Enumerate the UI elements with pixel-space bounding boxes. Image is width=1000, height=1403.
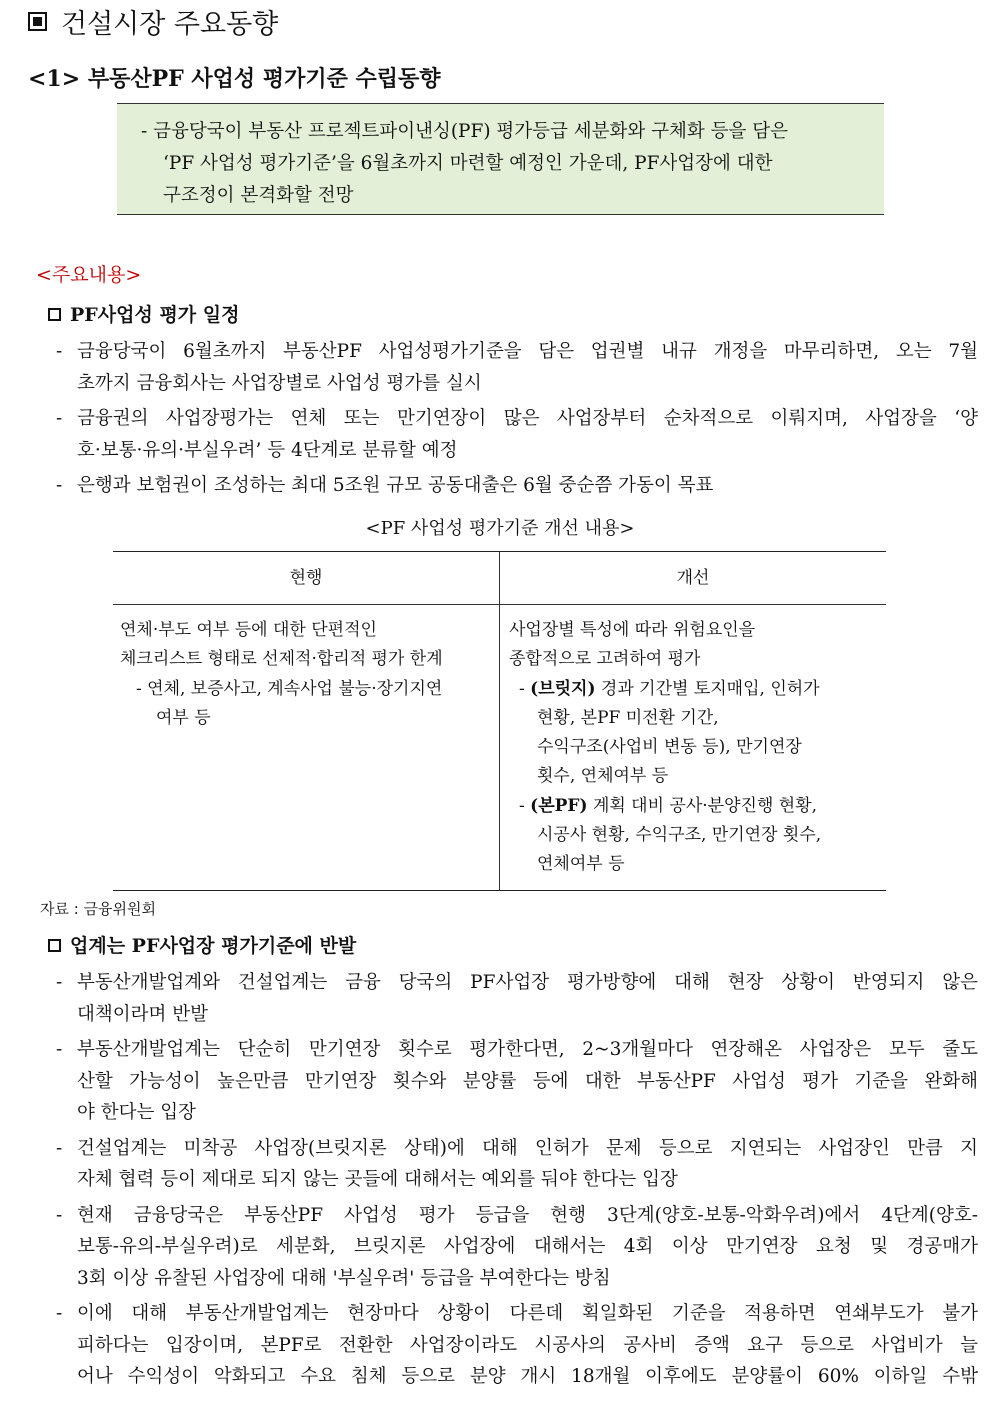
bullet-line: 자체 협력 등이 제대로 되지 않는 곳들에 대해서는 예외를 둬야 한다는 입장: [77, 1169, 678, 1190]
bullet-line: 건설업계는 미착공 사업장(브릿지론 상태)에 대해 인허가 문제 등으로 지연되는 사업장인 만큼 지: [77, 1137, 978, 1159]
cell-line: - (브릿지) 경과 기간별 토지매입, 인허가: [519, 678, 820, 699]
list-item: - 부동산개발업계와 건설업계는 금융 당국의 PF사업장 평가방향에 대해 현장 상황이 반영되지 않은 대책이라며 반발: [56, 967, 978, 1030]
subsection-title: PF사업성 평가 일정: [70, 304, 240, 326]
list-item: - 이에 대해 부동산개발업계는 현장마다 상황이 다른데 획일화된 기준을 적용하면 연쇄부도가 불가 피하다는 입장이며, 본PF로 전환한 사업장이라도 시공사의 공사비 증액 요구 등으로 사업비가 늘 어나 수익성이 악화되고 수요 침체 등으로 분양 개시 18개월 이후에도 분양률이 60% 이하일 수밖: [56, 1298, 978, 1393]
bullet-line: 산할 가능성이 높은만큼 만기연장 횟수와 분양률 등에 대한 부동산PF 사업성 평가 기준을 완화해: [77, 1070, 978, 1092]
bullet-line: 은행과 보험권이 조성하는 최대 5조원 규모 공동대출은 6월 중순쯤 가동이 목표: [77, 475, 714, 496]
bullet-list: [56, 336, 978, 506]
comparison-table: [113, 551, 886, 891]
summary-line: 구조정이 본격화할 전망: [163, 185, 354, 206]
bullet-line: 초까지 금융회사는 사업장별로 사업성 평가를 실시: [77, 372, 482, 394]
subsection-title: 업계는 PF사업장 평가기준에 반발: [70, 935, 357, 957]
list-item: - 은행과 보험권이 조성하는 최대 5조원 규모 공동대출은 6월 중순쯤 가동이 목표: [56, 470, 978, 502]
bullet-line: 금융권의 사업장평가는 연체 또는 만기연장이 많은 사업장부터 순차적으로 이뤄지며, 사업장을 ‘양: [77, 408, 978, 429]
cell-line: - 연체, 보증사고, 계속사업 불능·장기지연: [136, 678, 443, 699]
cell-text: 계획 대비 공사·분양진행 현황,: [592, 795, 818, 816]
bullet-line: 대책이라며 반발: [77, 1003, 208, 1025]
cell-line: 종합적으로 고려하여 평가: [509, 649, 701, 670]
cell-line: 체크리스트 형태로 선제적·합리적 평가 한계: [120, 649, 443, 670]
table-cell-current: [120, 616, 496, 733]
bridge-tag: (브릿지): [530, 678, 596, 699]
filled-square-icon: [28, 12, 47, 31]
checkbox-square-icon: [48, 939, 61, 952]
summary-box: [117, 103, 884, 215]
summary-line: - 금융당국이 부동산 프로젝트파이낸싱(PF) 평가등급 세분화와 구체화 등을 담은: [141, 121, 789, 142]
checkbox-square-icon: [48, 308, 61, 321]
table-header-improved: 개선: [676, 568, 710, 588]
table-cell-improved: [509, 616, 881, 880]
table-header-current: 현행: [289, 568, 323, 588]
bullet-list: [56, 967, 978, 1397]
bullet-line: 피하다는 입장이며, 본PF로 전환한 사업장이라도 시공사의 공사비 증액 요구 등으로 사업비가 늘: [77, 1334, 978, 1356]
list-item: - 금융권의 사업장평가는 연체 또는 만기연장이 많은 사업장부터 순차적으로 이뤄지며, 사업장을 ‘양 호·보통·유의·부실우려’ 등 4단계로 분류할 예정: [56, 403, 978, 466]
list-item: - 현재 금융당국은 부동산PF 사업성 평가 등급을 현행 3단계(양호-보통-악화우려)에서 4단계(양호- 보통-유의-부실우려)로 세분화, 브릿지론 사업장에 대해서는 4회 이상 만기연장 요청 및 경공매가 3회 이상 유찰된 사업장에 대해 '부실우려' 등급을 부여한다는 방침: [56, 1200, 978, 1295]
list-item: - 금융당국이 6월초까지 부동산PF 사업성평가기준을 담은 업권별 내규 개정을 마무리하면, 오는 7월 초까지 금융회사는 사업장별로 사업성 평가를 실시: [56, 336, 978, 399]
bullet-line: 어나 수익성이 악화되고 수요 침체 등으로 분양 개시 18개월 이후에도 분양률이 60% 이하일 수밖: [77, 1366, 978, 1387]
main-pf-tag: (본PF): [530, 795, 588, 816]
bullet-line: 부동산개발업계는 단순히 만기연장 횟수로 평가한다면, 2~3개월마다 연장해온 사업장은 모두 줄도: [77, 1039, 978, 1060]
table-caption: <PF 사업성 평가기준 개선 내용>: [365, 518, 635, 539]
list-item: - 건설업계는 미착공 사업장(브릿지론 상태)에 대해 인허가 문제 등으로 지연되는 사업장인 만큼 지 자체 협력 등이 제대로 되지 않는 곳들에 대해서는 예외를 둬야 한다는 입장: [56, 1133, 978, 1196]
cell-line: 연체여부 등: [537, 854, 625, 875]
cell-line: 시공사 현황, 수익구조, 만기연장 횟수,: [537, 825, 822, 846]
cell-line: 수익구조(사업비 변동 등), 만기연장: [537, 737, 802, 758]
bullet-line: 호·보통·유의·부실우려’ 등 4단계로 분류할 예정: [77, 439, 458, 461]
cell-line: 여부 등: [156, 707, 211, 728]
cell-line: - (본PF) 계획 대비 공사·분양진행 현황,: [519, 795, 818, 816]
list-item: - 부동산개발업계는 단순히 만기연장 횟수로 평가한다면, 2~3개월마다 연장해온 사업장은 모두 줄도 산할 가능성이 높은만큼 만기연장 횟수와 분양률 등에 대한 부동산PF 사업성 평가 기준을 완화해 야 한다는 입장: [56, 1034, 978, 1129]
source-note: 자료 : 금융위원회: [40, 900, 157, 918]
cell-line: 사업장별 특성에 따라 위험요인을: [509, 620, 756, 640]
section-title: <1> 부동산PF 사업성 평가기준 수립동향: [28, 66, 441, 92]
summary-line: ‘PF 사업성 평가기준’을 6월초까지 마련할 예정인 가운데, PF사업장에 대한: [163, 153, 773, 174]
key-content-label: <주요내용>: [36, 264, 142, 286]
bullet-line: 이에 대해 부동산개발업계는 현장마다 상황이 다른데 획일화된 기준을 적용하면 연쇄부도가 불가: [77, 1303, 978, 1324]
cell-line: 연체·부도 여부 등에 대한 단편적인: [120, 620, 377, 640]
subsection-heading: [48, 300, 239, 327]
subsection-heading: [48, 931, 356, 958]
page-title: [28, 2, 278, 41]
bullet-line: 3회 이상 유찰된 사업장에 대해 '부실우려' 등급을 부여한다는 방침: [77, 1267, 611, 1289]
bullet-line: 야 한다는 입장: [77, 1102, 196, 1123]
cell-line: 현황, 본PF 미전환 기간,: [537, 707, 719, 728]
bullet-line: 보통-유의-부실우려)로 세분화, 브릿지론 사업장에 대해서는 4회 이상 만기연장 요청 및 경공매가: [77, 1236, 978, 1257]
page-title-text: 건설시장 주요동향: [61, 9, 279, 40]
cell-line: 횟수, 연체여부 등: [537, 766, 669, 787]
bullet-line: 금융당국이 6월초까지 부동산PF 사업성평가기준을 담은 업권별 내규 개정을 마무리하면, 오는 7월: [77, 341, 978, 362]
cell-text: 경과 기간별 토지매입, 인허가: [600, 678, 820, 699]
bullet-line: 현재 금융당국은 부동산PF 사업성 평가 등급을 현행 3단계(양호-보통-악화우려)에서 4단계(양호-: [77, 1204, 978, 1226]
bullet-line: 부동산개발업계와 건설업계는 금융 당국의 PF사업장 평가방향에 대해 현장 상황이 반영되지 않은: [77, 972, 978, 993]
